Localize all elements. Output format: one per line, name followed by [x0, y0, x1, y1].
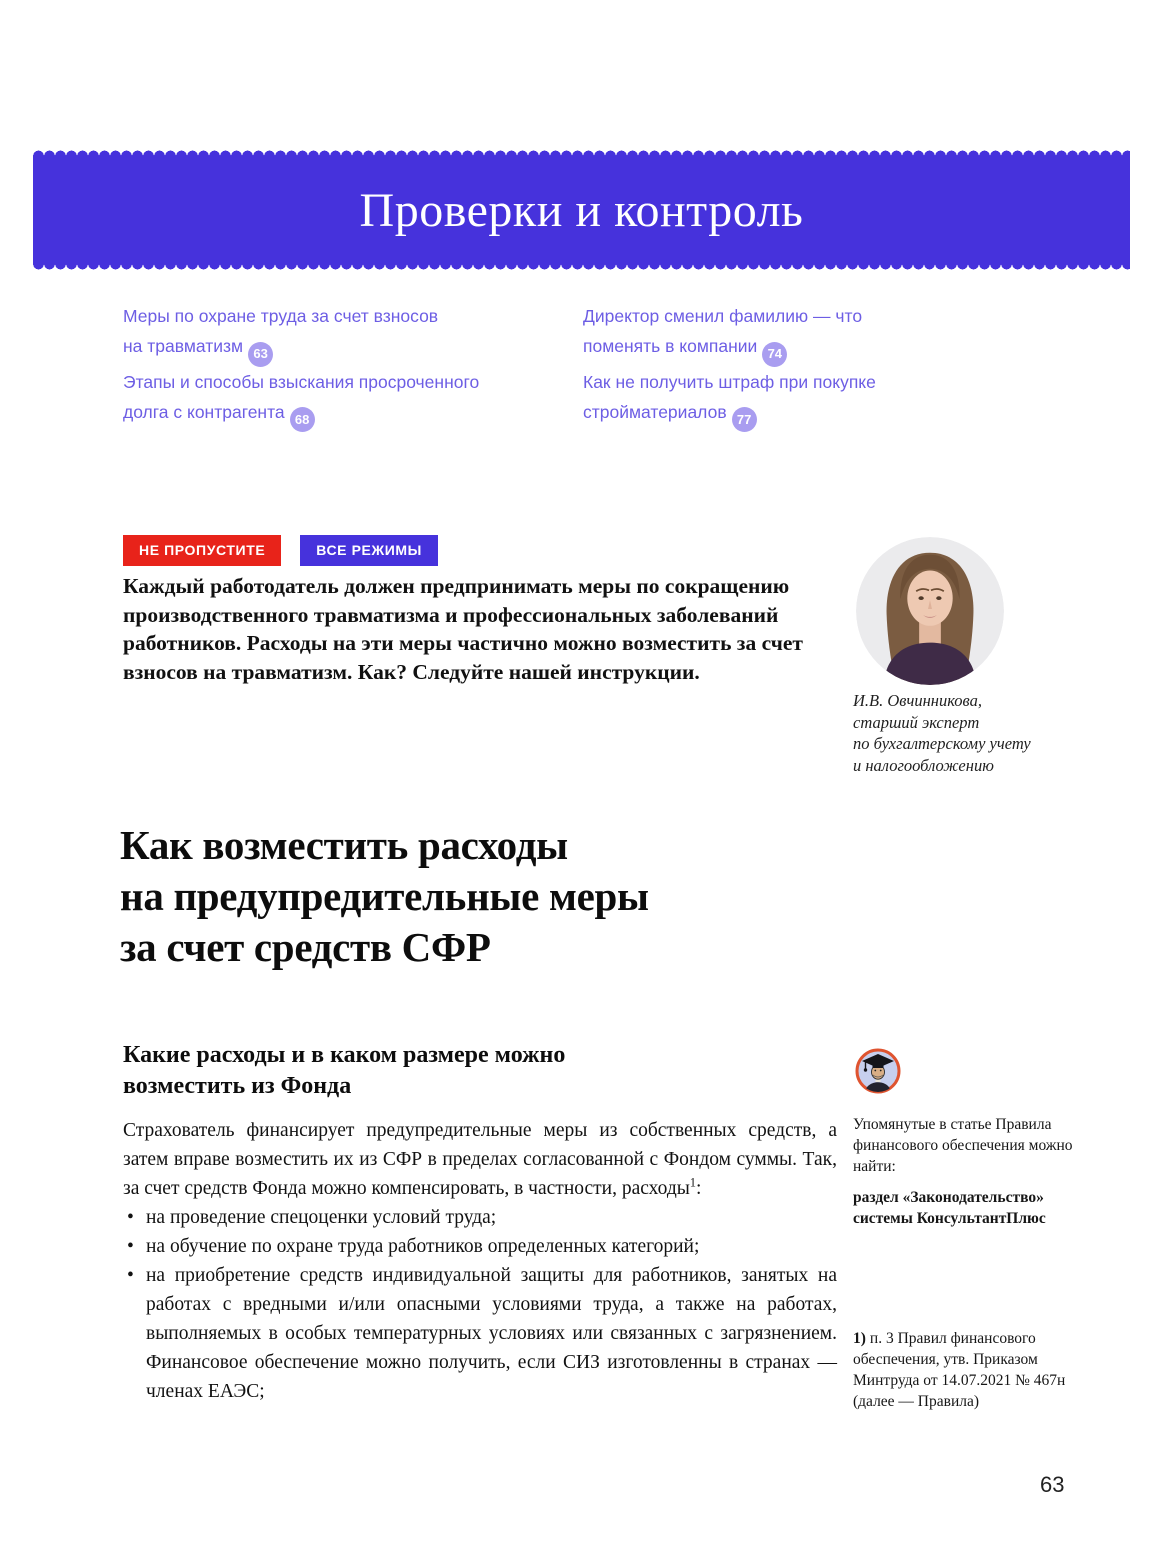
toc-link[interactable] — [123, 301, 443, 367]
toc-link-label: Меры по охране труда за счет взносов на травматизм — [123, 306, 439, 356]
section-title: Проверки и контроль — [359, 183, 804, 237]
label-badges — [123, 535, 438, 566]
toc-link[interactable] — [583, 367, 883, 433]
section-banner — [33, 149, 1130, 271]
intro-colon: : — [695, 1178, 702, 1199]
author-portrait-illustration — [856, 537, 1004, 685]
expense-list — [123, 1203, 837, 1406]
section-heading-line: Какие расходы и в каком размере можно — [123, 1042, 566, 1068]
banner-perforation-bottom — [33, 264, 1130, 271]
toc-column-right — [583, 301, 1053, 432]
footnote — [853, 1328, 1103, 1412]
article-title — [120, 820, 940, 973]
article-body — [123, 1116, 837, 1406]
sidebar-note-text: Упомянутые в статье Правила финансового обеспечения можно найти: — [853, 1116, 1073, 1175]
banner-band — [33, 156, 1130, 264]
sidebar-note — [853, 1046, 1093, 1229]
badge-all-regimes: ВСЕ РЕЖИМЫ — [300, 535, 438, 566]
list-item: • на проведение спецоценки условий труда; — [123, 1203, 837, 1232]
list-item: • на обучение по охране труда работников определенных категорий; — [123, 1232, 837, 1261]
footnote-reference[interactable]: 1 — [689, 1175, 696, 1190]
author-avatar — [856, 537, 1004, 685]
page-number: 63 — [1040, 1472, 1065, 1497]
toc — [123, 301, 1103, 432]
author-role-line: по бухгалтерскому учету — [853, 734, 1031, 753]
section-heading-line: возместить из Фонда — [123, 1073, 352, 1099]
toc-page-badge: 74 — [762, 342, 787, 367]
section-heading — [123, 1040, 843, 1102]
author-role-line: старший эксперт — [853, 712, 980, 732]
toc-page-badge: 63 — [248, 342, 273, 367]
article-lead: Каждый работодатель должен предпринимать меры по сокращению производственного травматизма и профессиональных заболеваний работников. Расходы на эти меры частично можно возместить за счет взносов на травматизм. Как? Следуйте нашей инструкции. — [123, 574, 803, 684]
toc-link-label: Этапы и способы взыскания просроченного долга с контрагента — [123, 371, 480, 422]
consultant-plus-icon — [853, 1046, 903, 1096]
badge-dont-miss: НЕ ПРОПУСТИТЕ — [123, 535, 281, 566]
toc-page-badge: 68 — [290, 407, 315, 432]
article-title-line: на предупредительные меры — [120, 873, 649, 919]
toc-link[interactable] — [123, 367, 523, 433]
article-title-line: Как возместить расходы — [120, 822, 568, 868]
list-item: • на приобретение средств индивидуальной защиты для работников, занятых на работах с вредными и/или опасными условиями труда, а также на работах, выполняемых в особых температурных условиях или связанных с загрязнением. Финансовое обеспечение можно получить, если СИЗ изготовленны в странах — членах ЕАЭС; — [123, 1261, 837, 1406]
author-caption — [853, 690, 1103, 776]
author-role-line: и налогообложению — [853, 755, 994, 775]
footnote-text: п. 3 Правил финансового обеспечения, утв. Приказом Минтруда от 14.07.2021 № 467н (далее — Правила) — [853, 1330, 1066, 1410]
toc-column-left — [123, 301, 583, 432]
author-name: И.В. Овчинникова, — [853, 691, 982, 710]
sidebar-note-reference: раздел «Законодательство» системы КонсультантПлюс — [853, 1189, 1046, 1227]
article-title-line: за счет средств СФР — [120, 924, 491, 970]
toc-page-badge: 77 — [732, 407, 757, 432]
toc-link[interactable] — [583, 301, 928, 367]
toc-link-label: Директор сменил фамилию — что поменять в компании — [583, 306, 863, 356]
footnote-number: 1) — [853, 1330, 866, 1347]
intro-paragraph — [123, 1116, 837, 1203]
banner-perforation-top — [33, 149, 1130, 156]
intro-text: Страхователь финансирует предупредительные меры из собственных средств, а затем вправе возместить их из СФР в пределах согласованной с Фондом суммы. Так, за счет средств Фонда можно компенсировать, в частности, расходы — [123, 1120, 837, 1199]
toc-link-label: Как не получить штраф при покупке стройматериалов — [583, 371, 876, 422]
